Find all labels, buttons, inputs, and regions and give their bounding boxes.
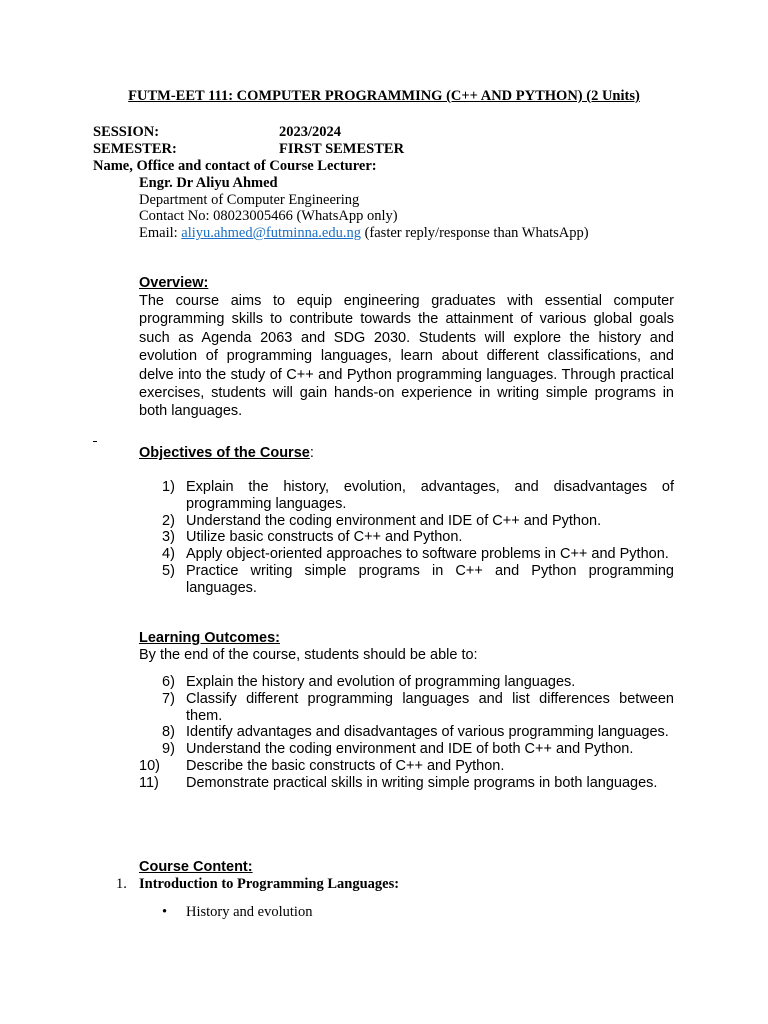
list-item: 1) Explain the history, evolution, advantages, and disadvantages of programming languages. — [162, 479, 674, 512]
list-item: 10) Describe the basic constructs of C++ and Python. — [139, 757, 505, 774]
course-content-heading: Course Content: — [139, 859, 253, 875]
objectives-heading-suffix: : — [309, 445, 314, 461]
semester-value: FIRST SEMESTER — [279, 141, 405, 157]
email-link[interactable]: aliyu.ahmed@futminna.edu.ng — [181, 225, 361, 241]
outcomes-list — [139, 674, 674, 792]
outcomes-intro: By the end of the course, students should be able to: — [139, 647, 478, 663]
list-item: 6) Explain the history and evolution of programming languages. — [162, 674, 576, 690]
session-row — [93, 124, 342, 141]
bullet-icon: • — [162, 904, 168, 920]
objectives-heading: Objectives of the Course — [139, 445, 310, 461]
list-item: 4) Apply object-oriented approaches to software problems in C++ and Python. — [162, 546, 669, 563]
semester-row — [93, 141, 405, 158]
lecturer-department: Department of Computer Engineering — [139, 192, 360, 208]
session-label: SESSION: — [93, 124, 160, 140]
stray-mark — [93, 441, 97, 442]
overview-paragraph: The course aims to equip engineering graduates with essential computer programming skills to contribute towards the attainment of various global goals such as Agenda 2063 and SDG 2030. Students will explore the history and evolution of programming languages, learn about different classifications, and delve into the study of C++ and Python programming languages. Through practical exercises, students will gain hands-on experience in writing simple programs in both languages. — [139, 293, 674, 420]
content-bullet: • History and evolution — [162, 904, 313, 920]
content-item: 1. Introduction to Programming Languages: — [116, 876, 400, 892]
lecturer-contact: Contact No: 08023005466 (WhatsApp only) — [139, 208, 398, 224]
email-note: (faster reply/response than WhatsApp) — [360, 225, 589, 241]
session-value: 2023/2024 — [279, 124, 342, 140]
list-item: 9) Understand the coding environment and IDE of both C++ and Python. — [162, 741, 634, 758]
outcomes-heading: Learning Outcomes: — [139, 630, 280, 646]
overview-heading: Overview: — [139, 275, 209, 291]
lecturer-name: Engr. Dr Aliyu Ahmed — [139, 175, 278, 191]
semester-label: SEMESTER: — [93, 141, 177, 157]
list-item: 7) Classify different programming languages and list differences between them. — [162, 690, 674, 724]
email-label: Email: — [139, 225, 182, 241]
list-item: 8) Identify advantages and disadvantages of various programming languages. — [162, 724, 669, 741]
list-item: 3) Utilize basic constructs of C++ and Python. — [162, 529, 463, 546]
objectives-list — [139, 479, 674, 597]
document-title: FUTM-EET 111: COMPUTER PROGRAMMING (C++ AND PYTHON) (2 Units) — [128, 88, 640, 104]
list-item: 2) Understand the coding environment and IDE of C++ and Python. — [162, 512, 602, 529]
objectives-heading-line — [139, 445, 314, 461]
lecturer-heading: Name, Office and contact of Course Lecturer: — [93, 158, 377, 174]
list-item: 11) Demonstrate practical skills in writing simple programs in both languages. — [139, 774, 658, 791]
lecturer-email-line — [139, 225, 589, 242]
list-item: 5) Practice writing simple programs in C++ and Python programming languages. — [162, 562, 674, 596]
